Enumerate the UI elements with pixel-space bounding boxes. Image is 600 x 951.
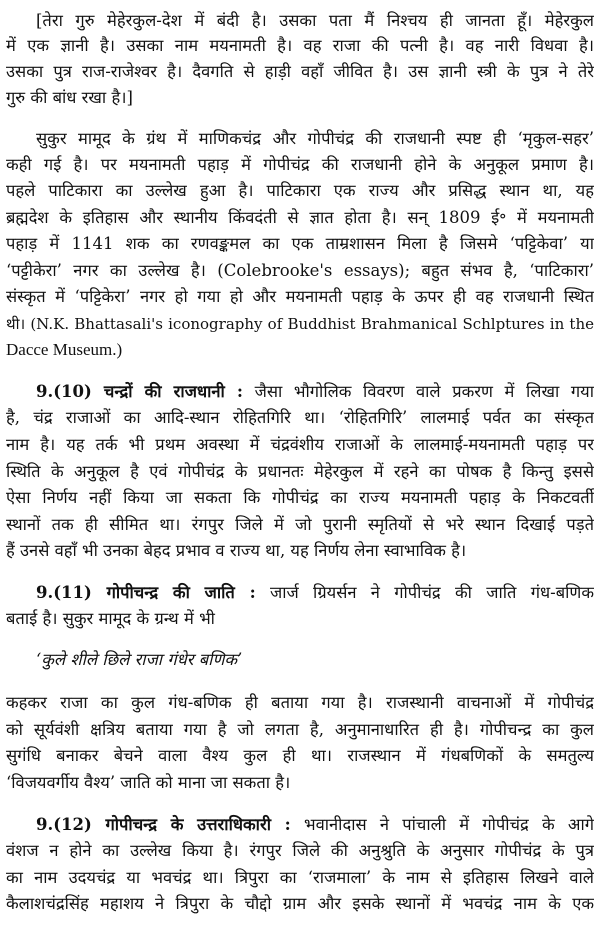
quoted-verse: ‘कुले शीले छिले राजा गंधेर बणिक’ [36,650,243,669]
section-heading: 9.(10) चन्द्रों की राजधानी : [36,382,243,401]
text-line: ऐसा निर्णय नहीं किया जा सकता कि गोपीचंद्र का राज्य मयनामती पहाड़ के निकटवर्ती [6,488,594,507]
section-heading: 9.(11) गोपीचन्द्र की जाति : [36,583,256,602]
text-line: वंशज न होने का उल्लेख किया है। रंगपुर जिले की अनुश्रुति के अनुसार गोपीचंद्र के पुत्र [6,841,594,860]
text-line: हैं उनसे वहाँ भी उनका बेहद प्रभाव व राज्य था, यह निर्णय लेना स्वाभाविक है। [6,541,467,560]
text-line: थी। (N.K. Bhattasali's iconography of Buddhist Brahmanical Schlptures in the [6,315,594,333]
text-line: कहकर राजा का कुल गंध-बणिक ही बताया गया है। राजस्थानी वाचनाओं में गोपीचंद्र [6,693,594,712]
text-span: जार्ज ग्रियर्सन ने गोपीचंद्र की जाति गंध-बणिक [270,583,594,602]
section-line [6,814,594,836]
text-line: है, चंद्र राजाओं का आदि-स्थान रोहितगिरि था। ‘रोहितगिरि’ लालमाई पर्वत का संस्कृत [6,408,594,427]
text-line: [तेरा गुरु मेहेरकुल-देश में बंदी है। उसका पता मैं निश्चय ही जानता हूँ। मेहेरकुल [36,11,594,30]
text-line: का नाम उदयचंद्र या भवचंद्र था। त्रिपुरा का ‘राजमाला’ के नाम से इतिहास लिखने वाले [6,868,594,887]
text-line: कही गई है। पर मयनामती पहाड़ में गोपीचंद्र की राजधानी होने के अनुकूल प्रमाण है। [6,155,594,174]
text-span: जैसा भौगोलिक विवरण वाले प्रकरण में लिखा गया [254,382,594,401]
text-line: ‘पट्टीकेरा’ नगर का उल्लेख है। (Colebrooke's essays); बहुत संभव है, ‘पाटिकारा’ [6,261,594,280]
text-line: सुकुर मामूद के ग्रंथ में माणिकचंद्र और गोपीचंद्र की राजधानी स्पष्ट ही ‘मृकुल-सहर’ [36,129,594,148]
text-line: स्थानों तक ही सीमित था। रंगपुर जिले में जो पुरानी स्मृतियों से भरे स्थान दिखाई पड़ते [6,515,594,534]
text-line: पहाड़ में 1141 शक का रणवङ्कमल का एक ताम्रशासन मिला है जिसमे ‘पट्टिकेवा’ या [6,234,594,253]
text-line: स्थिति के अनुकूल है एवं गोपीचंद्र के प्रधानतः मेहेरकुल में रहने का पोषक है किन्तु इससे [6,462,594,481]
text-line: सुगंधि बनाकर बेचने वाला वैश्य कुल ही था। राजस्थान में गंधबणिकों के समतुल्य [6,746,594,765]
section-line [6,381,594,403]
text-line: संस्कृत में ‘पट्टिकेरा’ नगर हो गया हो और मयनामती पहाड़ के ऊपर ही वह राजधानी स्थित [6,287,594,306]
text-line: नाम है। यह तर्क भी प्रथम अवस्था में चंद्रवंशीय राजाओं के लालमाई-मयनामती पहाड़ पर [6,435,594,454]
text-line: Dacce Museum.) [6,340,123,359]
section-heading: 9.(12) गोपीचन्द्र के उत्तराधिकारी : [36,815,291,834]
text-span: भवानीदास ने पांचाली में गोपीचंद्र के आगे [303,815,594,834]
text-line: ब्रह्मदेश के इतिहास और स्थानीय किंवदंती से ज्ञात होता है। सन् 1809 ई॰ में मयनामती [6,208,594,227]
text-line: बताई है। सुकुर मामूद के ग्रन्थ में भी [6,609,215,628]
text-line: गुरु की बांध रखा है।] [6,88,133,107]
text-line: कैलाशचंद्रसिंह महाशय ने त्रिपुरा के चौद्दो ग्राम और इसके स्थानों में भवचंद्र नाम के एक [6,894,594,913]
text-line: ‘विजयवर्गीय वैश्य’ जाति को माना जा सकता है। [6,773,291,792]
text-line: को सूर्यवंशी क्षत्रिय बताया गया है जो लगता है, अनुमानाधारित ही है। गोपीचन्द्र का कुल [6,720,594,739]
text-line: में एक ज्ञानी है। उसका नाम मयनामती है। वह राजा की पत्नी है। वह नारी विधवा है। [6,36,594,55]
text-line: पहले पाटिकारा का उल्लेख हुआ है। पाटिकारा एक राज्य और प्रसिद्ध स्थान था, यह [6,181,594,200]
section-line [6,582,594,604]
text-line: उसका पुत्र राज-राजेश्वर है। दैवगति से हाड़ी वहाँ जीवित है। उस ज्ञानी स्त्री के पुत्र ने तेरे [6,62,594,81]
